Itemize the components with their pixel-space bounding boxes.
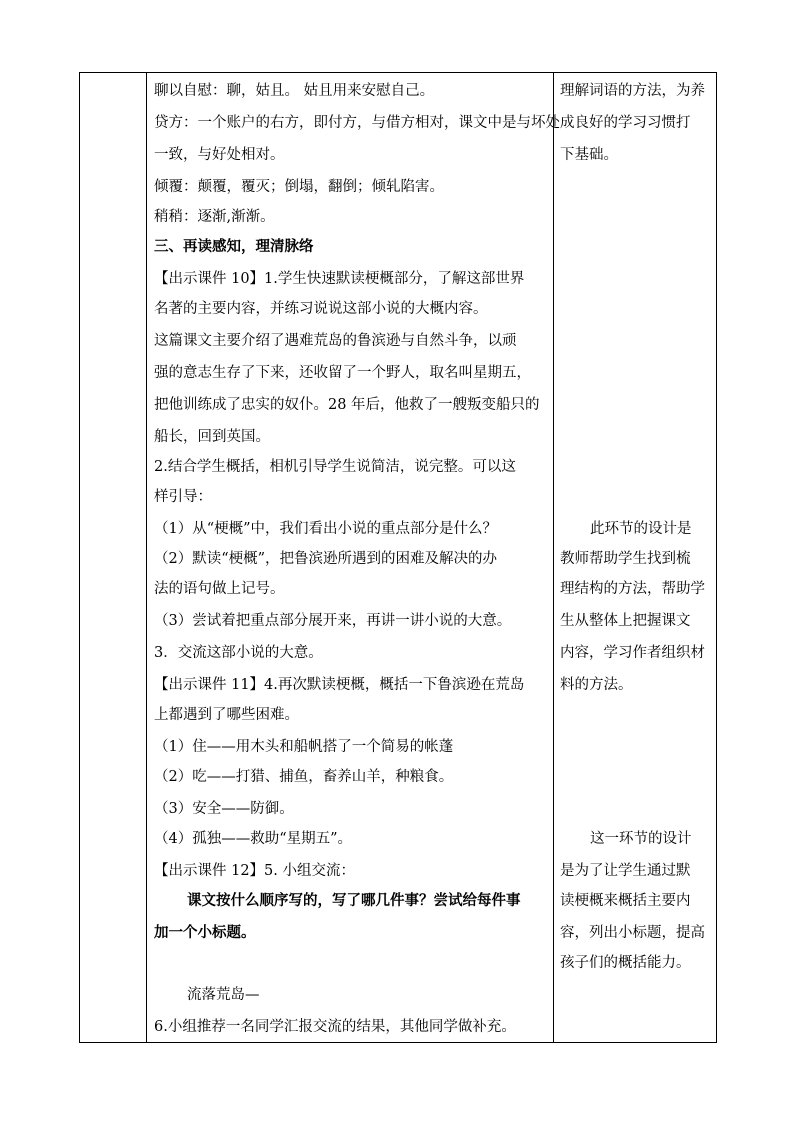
- text-line: 流落荒岛—: [187, 987, 260, 1003]
- text-line: 样引导：: [154, 489, 212, 505]
- text-line: 【出示课件 10】1.学生快速默读梗概部分，了解这部世界: [154, 271, 525, 287]
- design-notes-content: [554, 73, 716, 1042]
- text-line: 船长，回到英国。: [154, 429, 270, 445]
- text-line: 2.结合学生概括，相机引导学生说简洁，说完整。可以这: [154, 459, 516, 475]
- text-line: 【出示课件 11】4.再次默读梗概，概括一下鲁滨逊在荒岛: [154, 677, 525, 693]
- text-line: （1）从“梗概”中，我们看出小说的重点部分是什么？: [154, 521, 498, 537]
- teaching-process-column: [147, 73, 560, 1043]
- text-line: （2）默读“梗概”，把鲁滨逊所遇到的困难及解决的办: [154, 551, 498, 567]
- note-line: 理结构的方法，帮助学: [560, 581, 705, 597]
- text-line: 倾覆：颠覆，覆灭；倒塌，翻倒；倾轧陷害。: [154, 179, 444, 195]
- note-line: 料的方法。: [560, 677, 633, 693]
- section-heading: 三、再读感知，理清脉络: [154, 238, 314, 255]
- note-line: 理解词语的方法，为养: [560, 83, 705, 99]
- text-line: 稍稍：逐渐,渐渐。: [154, 209, 275, 225]
- text-line: 这篇课文主要介绍了遇难荒岛的鲁滨逊与自然斗争，以顽: [154, 333, 517, 349]
- note-line: 孩子们的概括能力。: [560, 955, 691, 971]
- text-line: 名著的主要内容，并练习说说这部小说的大概内容。: [154, 301, 488, 317]
- bold-prompt: 加一个小标题。: [154, 924, 256, 941]
- note-line: 内容，学习作者组织材: [560, 645, 705, 661]
- note-line: 读梗概来概括主要内: [560, 893, 691, 909]
- note-line: 此环节的设计是: [590, 521, 692, 537]
- note-line: 下基础。: [560, 147, 618, 163]
- text-line: 3．交流这部小说的大意。: [154, 645, 323, 661]
- text-line: 聊以自慰：聊，姑且。 姑且用来安慰自己。: [154, 83, 435, 99]
- text-line: （3）安全——防御。: [154, 801, 294, 817]
- text-line: 上都遇到了哪些困难。: [154, 707, 299, 723]
- note-line: 是为了让学生通过默: [560, 863, 691, 879]
- text-line: （1）住——用木头和船帆搭了一个简易的帐蓬: [154, 739, 454, 755]
- text-line: 法的语句做上记号。: [154, 581, 285, 597]
- design-notes-column: [554, 73, 717, 1043]
- teaching-process-content: [147, 73, 560, 1042]
- text-line: （2）吃——打猎、捕鱼，畜养山羊，种粮食。: [154, 769, 454, 785]
- bold-prompt: 课文按什么顺序写的，写了哪几件事？尝试给每件事: [187, 892, 521, 909]
- text-line: 强的意志生存了下来，还收留了一个野人，取名叫星期五，: [154, 365, 531, 381]
- text-line: （3）尝试着把重点部分展开来，再讲一讲小说的大意。: [154, 613, 512, 629]
- note-line: 成良好的学习习惯打: [560, 115, 691, 131]
- note-line: 生从整体上把握课文: [560, 613, 691, 629]
- note-line: 教师帮助学生找到梳: [560, 551, 691, 567]
- table-row: [80, 73, 717, 1043]
- text-line: 一致，与好处相对。: [154, 147, 285, 163]
- text-line: 贷方：一个账户的右方，即付方，与借方相对，课文中是与坏处: [154, 115, 560, 131]
- left-margin-column: [80, 73, 147, 1043]
- text-line: （4）孤独——救助“星期五”。: [154, 831, 353, 847]
- note-line: 容，列出小标题，提高: [560, 925, 705, 941]
- text-line: 【出示课件 12】5. 小组交流：: [154, 863, 356, 879]
- text-line: 把他训练成了忠实的奴仆。28 年后，他救了一艘叛变船只的: [154, 397, 540, 413]
- lesson-plan-table: [79, 72, 717, 1043]
- text-line: 6.小组推荐一名同学汇报交流的结果，其他同学做补充。: [154, 1019, 516, 1035]
- note-line: 这一环节的设计: [590, 831, 692, 847]
